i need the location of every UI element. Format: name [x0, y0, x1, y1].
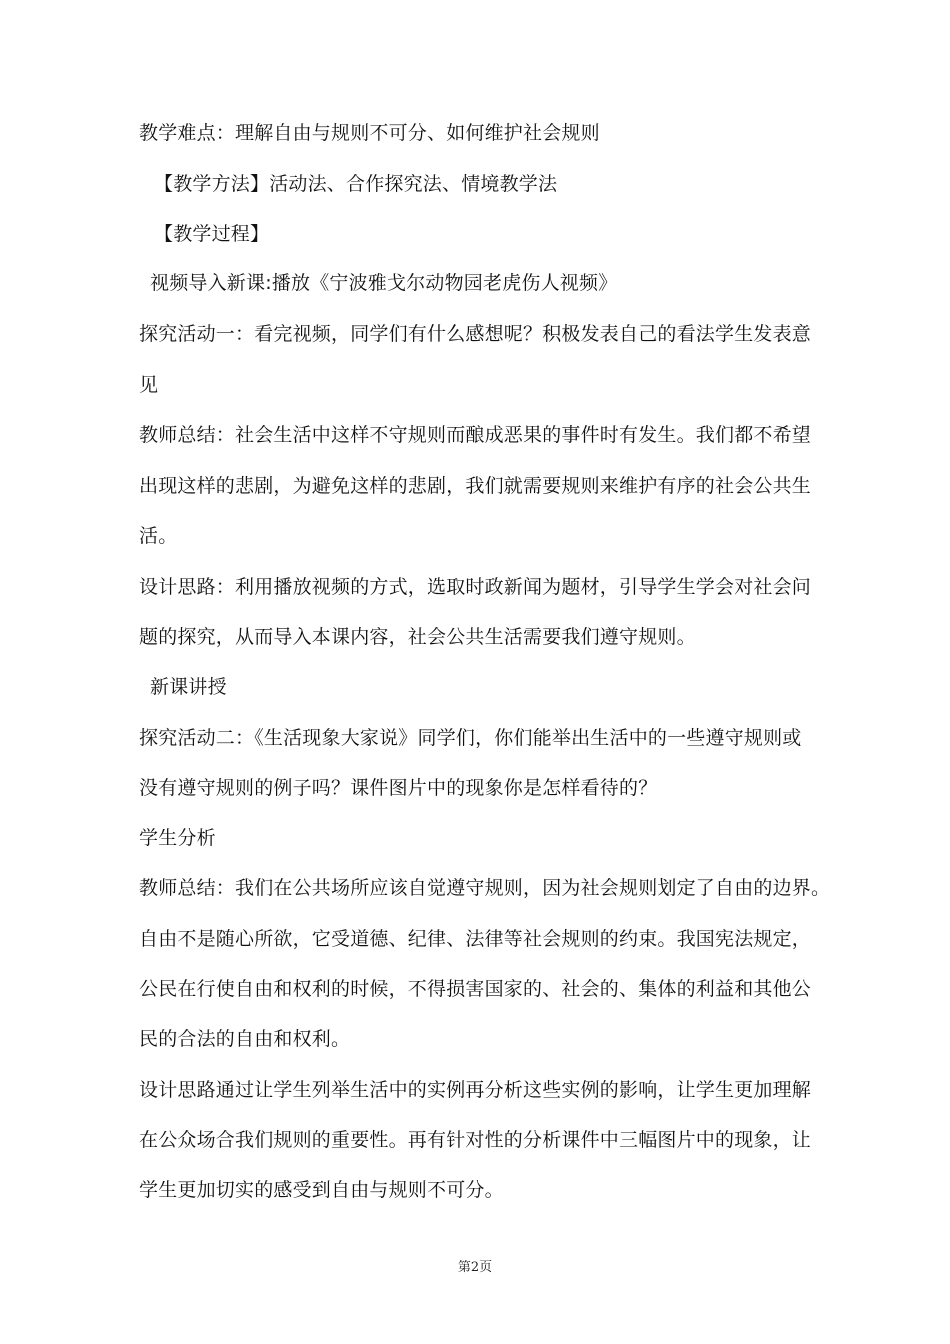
- paragraph-teacher-summary-1-line2: 出现这样的悲剧，为避免这样的悲剧，我们就需要规则来维护有序的社会公共生: [139, 475, 812, 497]
- paragraph-design-idea-2-line2: 在公众场合我们规则的重要性。再有针对性的分析课件中三幅图片中的现象，让: [139, 1129, 812, 1151]
- paragraph-teacher-summary-1-line1: 教师总结：社会生活中这样不守规则而酿成恶果的事件时有发生。我们都不希望: [139, 424, 812, 446]
- paragraph-activity-one-line2: 见: [139, 374, 159, 396]
- paragraph-design-idea-2-line1: 设计思路通过让学生列举生活中的实例再分析这些实例的影响，让学生更加理解: [139, 1079, 812, 1101]
- paragraph-activity-two-line2: 没有遵守规则的例子吗？课件图片中的现象你是怎样看待的？: [139, 777, 658, 799]
- paragraph-activity-one-line1: 探究活动一：看完视频，同学们有什么感想呢？积极发表自己的看法学生发表意: [139, 323, 812, 345]
- paragraph-student-analysis: 学生分析: [139, 827, 216, 849]
- heading-new-lesson: 新课讲授: [150, 676, 227, 698]
- paragraph-teacher-summary-2-line3: 公民在行使自由和权利的时候，不得损害国家的、社会的、集体的利益和其他公: [139, 978, 812, 1000]
- paragraph-teaching-difficulty: 教学难点：理解自由与规则不可分、如何维护社会规则: [139, 122, 600, 144]
- paragraph-activity-two-line1: 探究活动二：《生活现象大家说》同学们，你们能举出生活中的一些遵守规则或: [139, 727, 802, 749]
- paragraph-design-idea-1-line1: 设计思路：利用播放视频的方式，选取时政新闻为题材，引导学生学会对社会问: [139, 576, 812, 598]
- heading-teaching-process: 【教学过程】: [154, 223, 270, 245]
- paragraph-teacher-summary-2-line1: 教师总结：我们在公共场所应该自觉遵守规则，因为社会规则划定了自由的边界。: [139, 877, 831, 899]
- paragraph-teacher-summary-2-line4: 民的合法的自由和权利。: [139, 1028, 351, 1050]
- paragraph-design-idea-2-line3: 学生更加切实的感受到自由与规则不可分。: [139, 1179, 504, 1201]
- paragraph-teacher-summary-2-line2: 自由不是随心所欲，它受道德、纪律、法律等社会规则的约束。我国宪法规定，: [139, 928, 812, 950]
- paragraph-video-intro: 视频导入新课:播放《宁波雅戈尔动物园老虎伤人视频》: [150, 272, 618, 294]
- paragraph-design-idea-1-line2: 题的探究，从而导入本课内容，社会公共生活需要我们遵守规则。: [139, 626, 696, 648]
- paragraph-teacher-summary-1-line3: 活。: [139, 525, 178, 547]
- paragraph-teaching-method: 【教学方法】活动法、合作探究法、情境教学法: [154, 173, 558, 195]
- page-number: 第2页: [457, 1260, 493, 1275]
